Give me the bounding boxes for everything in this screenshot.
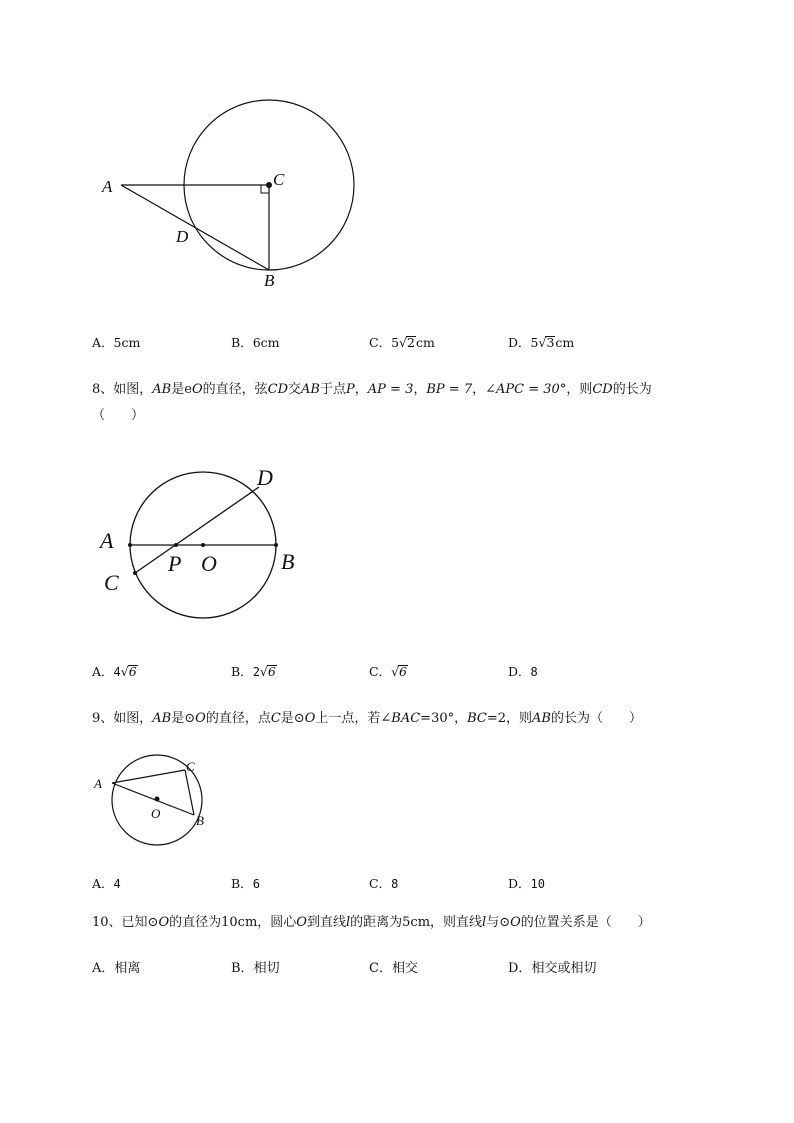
sqrt-symbol: √ xyxy=(120,664,129,679)
q7-figure xyxy=(0,0,794,300)
q8-label-c: C xyxy=(104,570,119,595)
q9-label-a: A xyxy=(94,776,102,791)
q8-point-c xyxy=(133,571,137,575)
q8-label-p: P xyxy=(168,551,182,576)
q9-option-a: A．4 xyxy=(92,876,121,891)
q8-option-d: D．8 xyxy=(508,664,538,679)
q8-label-d: D xyxy=(257,465,273,490)
q8-label-b: B xyxy=(281,549,295,574)
q7-label-d: D xyxy=(176,227,189,246)
sqrt-symbol: √ xyxy=(391,664,400,679)
q9-label-o: O xyxy=(151,806,161,821)
q8-point-p xyxy=(174,543,178,547)
q9-label-b: B xyxy=(196,813,204,828)
q9-option-b: B．6 xyxy=(231,876,260,891)
q9-figure xyxy=(0,745,794,855)
q8-stem: 8、如图，AB是eO的直径，弦CD交AB于点P，AP = 3，BP = 7，∠APC = 30°，则CD的长为 xyxy=(92,382,652,397)
q8-label-o: O xyxy=(201,551,217,576)
q10-option-a: A．相离 xyxy=(92,961,141,976)
q7-point-c xyxy=(266,182,272,188)
sqrt-symbol: √ xyxy=(399,335,407,350)
q8-chord-cd xyxy=(135,487,259,573)
q10-option-d: D．相交或相切 xyxy=(508,961,597,976)
q7-label-a: A xyxy=(102,177,113,196)
q7-segment-ab xyxy=(121,185,269,270)
q8-option-b: B．2√6 xyxy=(231,664,276,679)
q10-option-b: B．相切 xyxy=(231,961,280,976)
q8-option-c: C．√6 xyxy=(369,664,407,679)
q7-option-b: B．6cm xyxy=(231,335,280,350)
q7-label-b: B xyxy=(264,271,275,290)
q7-option-c: C．5√2cm xyxy=(369,335,435,350)
q8-figure xyxy=(0,450,794,630)
q8-option-a: A．4√6 xyxy=(92,664,137,679)
sqrt-symbol: √ xyxy=(538,335,547,350)
q7-option-a: A．5cm xyxy=(92,335,141,350)
q9-option-d: D．10 xyxy=(508,876,545,891)
q9-stem: 9、如图，AB是⊙O的直径，点C是⊙O上一点，若∠BAC=30°，BC=2，则AB的长为（ ） xyxy=(92,711,642,726)
q9-chord-ac xyxy=(112,770,185,783)
q7-option-d: D．5√3cm xyxy=(508,335,575,350)
q8-point-o xyxy=(201,543,205,547)
q8-label-a: A xyxy=(100,528,114,553)
q9-point-o xyxy=(155,797,160,802)
q8-answer-blank: （ ） xyxy=(92,408,145,423)
q7-label-c: C xyxy=(273,170,285,189)
q10-option-c: C．相交 xyxy=(369,961,418,976)
sqrt-symbol: √ xyxy=(259,664,268,679)
q10-stem: 10、已知⊙O的直径为10cm，圆心O到直线l的距离为5cm，则直线l与⊙O的位置关系是（ ） xyxy=(92,915,651,930)
q9-label-c: C xyxy=(186,759,195,774)
q8-point-b xyxy=(274,543,278,547)
q8-point-a xyxy=(128,543,132,547)
q9-option-c: C．8 xyxy=(369,876,399,891)
q9-chord-cb xyxy=(185,770,194,815)
